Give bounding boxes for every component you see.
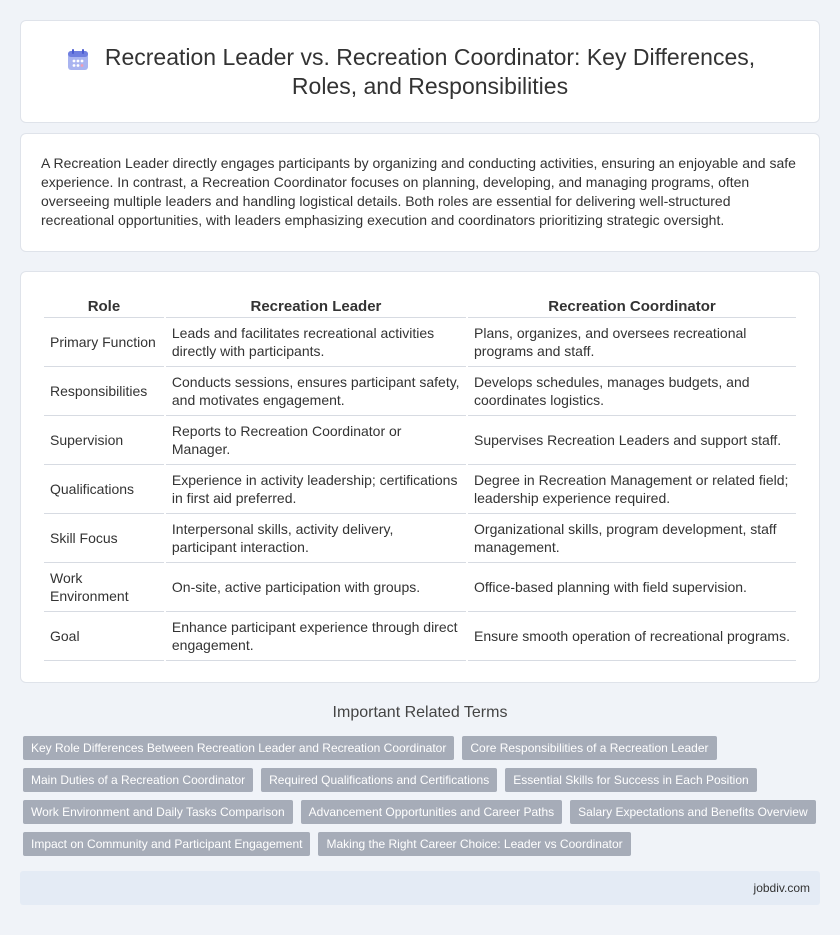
column-header-leader: Recreation Leader	[166, 292, 466, 318]
coordinator-cell: Organizational skills, program development, staff management.	[468, 514, 796, 563]
row-label: Primary Function	[44, 318, 164, 367]
table-header-row	[44, 292, 796, 318]
related-term-tag[interactable]: Required Qualifications and Certifications	[261, 768, 497, 792]
related-term-tag[interactable]: Essential Skills for Success in Each Position	[505, 768, 756, 792]
column-header-coordinator: Recreation Coordinator	[468, 292, 796, 318]
row-label: Skill Focus	[44, 514, 164, 563]
related-term-tag[interactable]: Work Environment and Daily Tasks Comparison	[23, 800, 293, 824]
coordinator-cell: Plans, organizes, and oversees recreational programs and staff.	[468, 318, 796, 367]
leader-cell: On-site, active participation with groups.	[166, 563, 466, 612]
comparison-card	[20, 271, 820, 683]
row-label: Qualifications	[44, 465, 164, 514]
row-label: Responsibilities	[44, 367, 164, 416]
related-term-tag[interactable]: Making the Right Career Choice: Leader vs Coordinator	[318, 832, 630, 856]
coordinator-cell: Develops schedules, manages budgets, and coordinates logistics.	[468, 367, 796, 416]
coordinator-cell: Degree in Recreation Management or related field; leadership experience required.	[468, 465, 796, 514]
coordinator-cell: Ensure smooth operation of recreational programs.	[468, 612, 796, 661]
related-terms-list	[23, 736, 823, 856]
row-label: Work Environment	[44, 563, 164, 612]
related-term-tag[interactable]: Salary Expectations and Benefits Overview	[570, 800, 815, 824]
related-term-tag[interactable]: Main Duties of a Recreation Coordinator	[23, 768, 253, 792]
table-row	[44, 563, 796, 612]
coordinator-cell: Office-based planning with field supervision.	[468, 563, 796, 612]
table-row	[44, 612, 796, 661]
coordinator-cell: Supervises Recreation Leaders and support staff.	[468, 416, 796, 465]
related-term-tag[interactable]: Core Responsibilities of a Recreation Leader	[462, 736, 716, 760]
column-header-role: Role	[44, 292, 164, 318]
leader-cell: Enhance participant experience through direct engagement.	[166, 612, 466, 661]
related-terms-heading: Important Related Terms	[332, 704, 508, 721]
table-row	[44, 465, 796, 514]
leader-cell: Leads and facilitates recreational activities directly with participants.	[166, 318, 466, 367]
leader-cell: Conducts sessions, ensures participant safety, and motivates engagement.	[166, 367, 466, 416]
table-row	[44, 367, 796, 416]
header-card	[20, 20, 820, 123]
footer-site-link[interactable]: jobdiv.com	[753, 881, 810, 895]
row-label: Goal	[44, 612, 164, 661]
leader-cell: Experience in activity leadership; certifications in first aid preferred.	[166, 465, 466, 514]
leader-cell: Reports to Recreation Coordinator or Manager.	[166, 416, 466, 465]
table-row	[44, 514, 796, 563]
related-term-tag[interactable]: Impact on Community and Participant Engagement	[23, 832, 310, 856]
page-title: Recreation Leader vs. Recreation Coordinator: Key Differences, Roles, and Responsibilities	[104, 43, 756, 99]
leader-cell: Interpersonal skills, activity delivery, participant interaction.	[166, 514, 466, 563]
row-label: Supervision	[44, 416, 164, 465]
comparison-table	[42, 292, 798, 661]
intro-paragraph: A Recreation Leader directly engages participants by organizing and conducting activities, ensuring an enjoyable and safe experience. In contrast, a Recreation Coordinator focuses on planning, developing, and managing programs, often overseeing multiple leaders and handling logistical details. Both roles are essential for delivering well-structured recreational opportunities, with leaders emphasizing execution and coordinators prioritizing strategic oversight.	[41, 155, 796, 228]
footer-bar	[20, 871, 820, 905]
intro-card	[20, 133, 820, 252]
table-row	[44, 318, 796, 367]
related-term-tag[interactable]: Key Role Differences Between Recreation Leader and Recreation Coordinator	[23, 736, 454, 760]
related-term-tag[interactable]: Advancement Opportunities and Career Paths	[301, 800, 562, 824]
table-row	[44, 416, 796, 465]
